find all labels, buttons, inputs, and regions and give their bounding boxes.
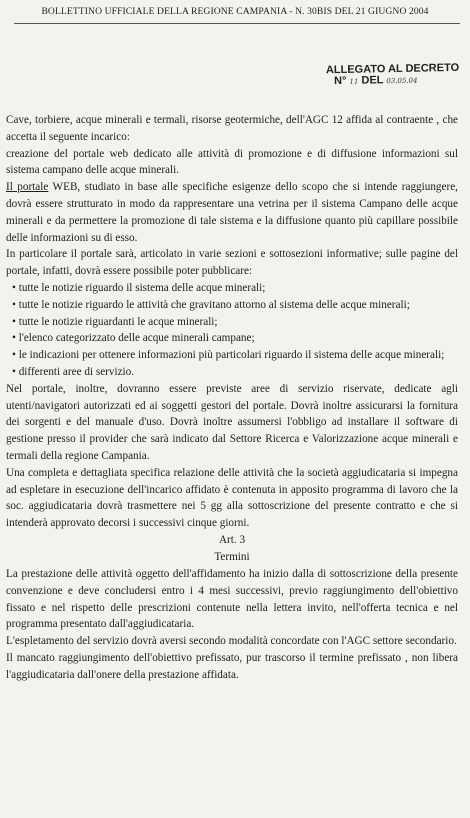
decree-stamp (326, 63, 466, 88)
paragraph-sections: In particolare il portale sarà, articolato in varie sezioni e sottosezioni informative; sulle pagine del portale, infatti, dovrà essere possibile poter pubblicare: (6, 248, 458, 278)
paragraph-obligation: Il mancato raggiungimento dell'obiettivo prefissato, pur trascorso il termine prefissato , non libera l'aggiudicataria dall'onere della prestazione affidata. (6, 651, 458, 681)
bullet-item: • tutte le notizie riguardanti le acque minerali; (12, 315, 218, 328)
paragraph-specification: Una completa e dettagliata specifica relazione delle attività che la società aggiudicataria si impegna ad espletare in esecuzione dell'incarico affidato è contenuta in apposito programma di lavoro che la soc. aggiudicataria dovrà trasmettere nei 5 gg alla sottoscrizione del presente contratto e che si intenderà approvato decorsi i successivi cinque giorni. (6, 466, 458, 530)
stamp-del-value: 03.05.04 (386, 76, 418, 86)
bulletin-header: BOLLETTINO UFFICIALE DELLA REGIONE CAMPANIA - N. 30BIS DEL 21 GIUGNO 2004 (41, 6, 429, 17)
bullet-item: • differenti aree di servizio. (12, 365, 135, 378)
bullet-item: • l'elenco categorizzato delle acque minerali campane; (12, 332, 255, 345)
stamp-n-label: N° (333, 74, 347, 88)
paragraph-intro: Cave, torbiere, acque minerali e termali, risorse geotermiche, dell'AGC 12 affida al contraente , che accetta il seguente incarico: (6, 114, 458, 143)
bullet-item: • le indicazioni per ottenere informazioni più particolari riguardo il sistema delle acque minerali; (12, 349, 445, 362)
stamp-title: ALLEGATO AL DECRETO (325, 61, 460, 77)
article-number: Art. 3 (218, 533, 246, 546)
portal-description: WEB, studiato in base alle specifiche esigenze dello scopo che si intende raggiungere, dovrà essere strutturato in modo da rappresentare una vetrina per il sistema Campano delle acque minerali e da permettere la promozione di tale sistema e la diffusione quanto più capillare possibile delle informazioni su di esso. (6, 181, 458, 244)
article-title: Termini (214, 550, 250, 563)
portal-underlined: Il portale (6, 181, 49, 194)
article-heading (6, 532, 458, 566)
header-divider (14, 23, 460, 24)
paragraph-assignment: creazione del portale web dedicato alle attività di promozione e di diffusione informazioni sul sistema campano delle acque minerali. (6, 147, 458, 177)
paragraph-execution: L'espletamento del servizio dovrà aversi secondo modalità concordate con l'AGC settore secondario. (6, 635, 457, 648)
stamp-del-label: DEL (361, 74, 384, 87)
stamp-number-line (334, 74, 466, 88)
paragraph-portal (6, 179, 458, 246)
document-body (6, 112, 458, 684)
paragraph-service-areas: Nel portale, inoltre, dovranno essere previste aree di servizio riservate, dedicate agli utenti/navigatori autorizzati ed ai soggetti gestori del portale. Dovrà inoltre assicurarsi la fornitura dei sorgenti e del manuale d'uso. Dovrà inoltre assumersi l'obbligo ad installare il software di gestione presso il provider che sarà indicato dal Settore Ricerca e Valorizzazione acque minerali e termali della regione Campania. (6, 382, 458, 462)
paragraph-terms: La prestazione delle attività oggetto dell'affidamento ha inizio dalla di sottoscrizione della presente convenzione e deve concludersi entro i 4 mesi successivi, previo raggiungimento dell'obiettivo fissato e nel rispetto delle prescrizioni contenute nella lettera invito, nell'offerta tecnica e nel programma presentato dall'aggiudicataria. (6, 567, 458, 631)
stamp-n-value: 11 (349, 77, 359, 86)
bullet-item: • tutte le notizie riguardo il sistema delle acque minerali; (12, 281, 266, 294)
bullet-item: • tutte le notizie riguardo le attività che gravitano attorno al sistema delle acque minerali; (12, 298, 410, 311)
